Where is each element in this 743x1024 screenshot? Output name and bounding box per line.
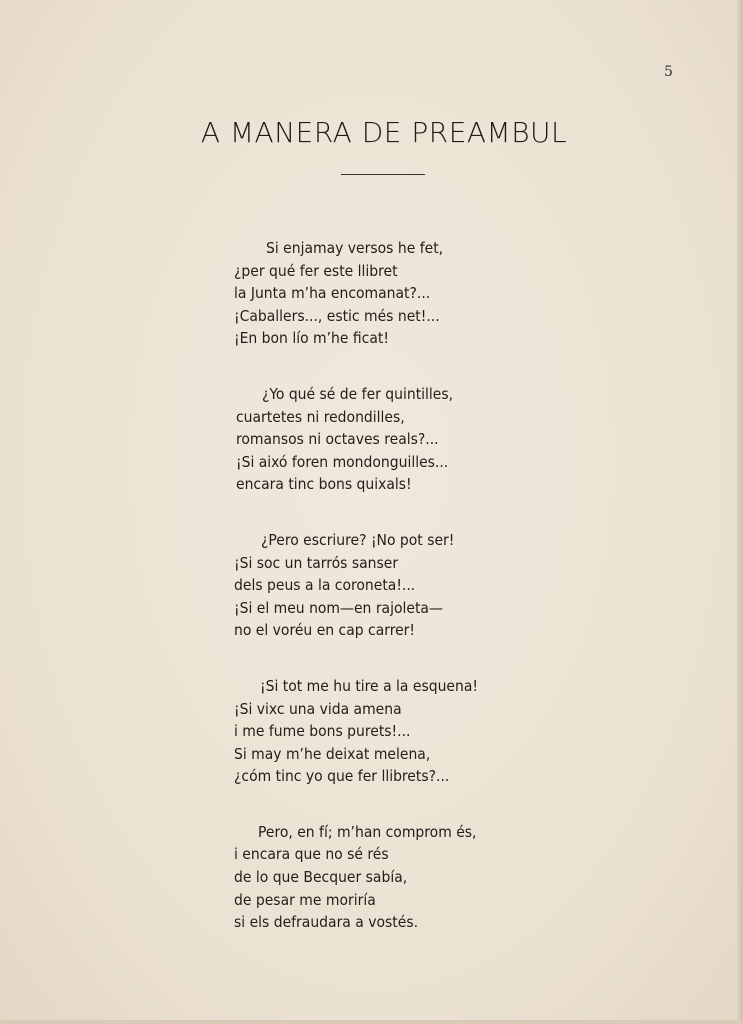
poem-line: ¡Si aixó foren mondonguilles...: [236, 452, 449, 471]
page-title: A MANERA DE PREAMBUL: [200, 116, 568, 149]
poem-line: ¿Pero escriure? ¡No pot ser!: [261, 530, 455, 549]
stanza-5: [234, 821, 554, 934]
stanza-2: [234, 383, 554, 496]
poem-line: Pero, en fí; m’han comprom és,: [258, 822, 477, 841]
poem-line: i encara que no sé rés: [234, 845, 389, 864]
poem-line: encara tinc bons quixals!: [236, 475, 412, 494]
poem-line: la Junta m’ha encomanat?...: [234, 284, 431, 303]
poem-line: ¡Caballers..., estic més net!...: [234, 306, 440, 325]
stanza-4: [234, 675, 554, 788]
stanza-1: [234, 237, 554, 350]
page-edge-right: [737, 0, 743, 1024]
poem-line: Si may m’he deixat melena,: [234, 744, 431, 763]
poem-line: dels peus a la coroneta!...: [234, 576, 416, 595]
poem-line: romansos ni octaves reals?...: [236, 430, 439, 449]
stanza-3: [234, 529, 554, 642]
poem-line: no el voréu en cap carrer!: [234, 621, 415, 640]
poem: [234, 237, 554, 967]
page-number: 5: [664, 64, 673, 80]
poem-line: ¡Si vixc una vida amena: [234, 699, 402, 718]
poem-line: ¡En bon lío m’he ficat!: [234, 329, 389, 348]
poem-line: de lo que Becquer sabía,: [234, 868, 408, 887]
poem-line: cuartetes ni redondilles,: [236, 407, 405, 426]
poem-line: i me fume bons purets!...: [234, 722, 411, 741]
poem-line: ¿cóm tinc yo que fer llibrets?...: [234, 767, 450, 786]
poem-line: si els defraudara a vostés.: [234, 913, 419, 932]
poem-line: ¿per qué fer este llibret: [234, 261, 398, 280]
title-rule: [341, 174, 425, 175]
poem-line: ¡Si el meu nom—en rajoleta—: [234, 598, 443, 617]
poem-line: ¡Si tot me hu tire a la esquena!: [260, 676, 478, 695]
page-edge-bottom: [0, 1020, 743, 1024]
poem-line: ¡Si soc un tarrós sanser: [234, 553, 399, 572]
poem-line: Si enjamay versos he fet,: [266, 239, 444, 257]
poem-line: ¿Yo qué sé de fer quintilles,: [262, 384, 454, 403]
poem-line: de pesar me moriría: [234, 890, 376, 909]
